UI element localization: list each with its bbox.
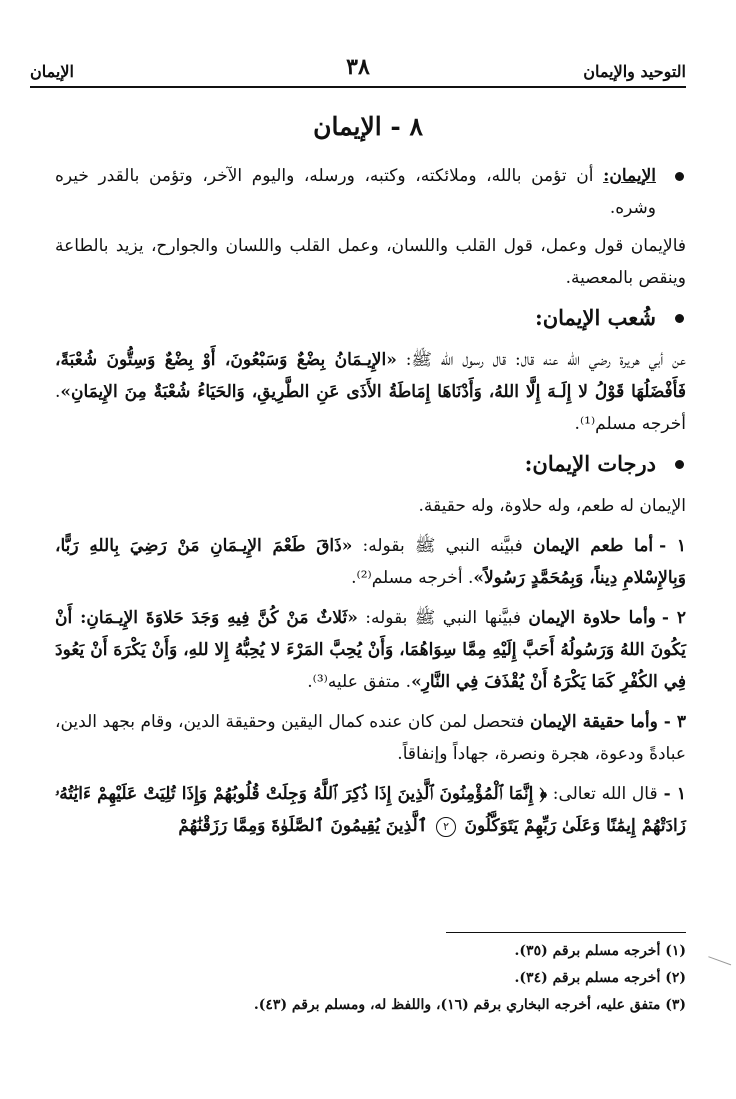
degree-text: فبيَّنه النبي ﷺ بقوله:	[352, 536, 533, 556]
degree-text: فبيَّنها النبي ﷺ بقوله:	[357, 608, 529, 628]
degree-lead: وأما حلاوة الإيمان	[528, 608, 656, 628]
section-title: الإيمان	[30, 62, 74, 81]
degree-source: . أخرجه مسلم⁽²⁾.	[351, 568, 474, 588]
definition-term: الإيمان:	[603, 166, 656, 186]
quran-verse-part2: ٱلَّذِينَ يُقِيمُونَ ٱلصَّلَوٰةَ وَمِمَّا رَزَقْنَٰهُمْ	[178, 816, 428, 836]
degree-item-taste	[55, 530, 686, 594]
degrees-heading	[55, 448, 686, 480]
book-title: التوحيد والإيمان	[583, 62, 686, 81]
degree-lead: أما طعم الإيمان	[532, 536, 654, 556]
definition-text: أن تؤمن بالله، وملائكته، وكتبه، ورسله، واليوم الآخر، وتؤمن بالقدر خيره وشره.	[55, 166, 656, 218]
bullet-icon	[675, 314, 684, 323]
quran-verse-part1: ﴿ إِنَّمَا ٱلْمُؤْمِنُونَ ٱلَّذِينَ إِذَا ذُكِرَ ٱللَّهُ وَجِلَتْ قُلُوبُهُمْ وَإِذَا تُلِيَتْ عَلَيْهِمْ ءَايَٰتُهُۥ زَادَتْهُمْ إِيمَٰنًا وَعَلَىٰ رَبِّهِمْ يَتَوَكَّلُونَ	[55, 784, 686, 836]
degree-number: ٣ -	[663, 712, 686, 732]
degree-number: ٢ -	[661, 608, 687, 628]
footnote-1: (١) أخرجه مسلم برقم (٣٥).	[514, 943, 686, 959]
degree-lead: وأما حقيقة الإيمان	[529, 712, 658, 732]
chapter-title: ٨ - الإيمان	[313, 112, 423, 141]
bullet-icon	[675, 460, 684, 469]
footnotes	[60, 938, 686, 1019]
bullet-icon	[675, 172, 684, 181]
degree-text: فتحصل لمن كان عنده كمال اليقين وحقيقة الدين، وقام بجهد الدين، عبادةً ودعوة، هجرة ونصرة، جهاداً وإنفاقاً.	[55, 712, 686, 764]
running-header	[30, 54, 686, 88]
degrees-intro: الإيمان له طعم، وله حلاوة، وله حقيقة.	[418, 496, 686, 516]
footnote-3: (٣) متفق عليه، أخرجه البخاري برقم (١٦)، واللفظ له، ومسلم برقم (٤٣).	[253, 997, 686, 1013]
degree-hadith: «ذَاقَ طَعْمَ الإِيـمَانِ مَنْ رَضِيَ بِاللهِ رَبًّا، وَبِالإِسْلامِ دِيناً، وَبِمُحَمَّدٍ رَسُولاً»	[55, 536, 686, 588]
quran-intro: قال الله تعالى:	[547, 784, 658, 804]
scan-mark	[705, 956, 731, 975]
branches-intro: عن أبي هريرة رضي الله عنه قال: قال رسول الله ﷺ:	[396, 350, 686, 370]
definition-paragraph	[55, 160, 686, 224]
branches-hadith-paragraph	[55, 344, 686, 440]
ayah-number-icon: ٢	[436, 817, 456, 837]
degrees-heading-text: درجات الإيمان:	[524, 451, 656, 476]
page-number: ٣٨	[346, 54, 370, 80]
branches-heading-text: شُعب الإيمان:	[534, 305, 656, 330]
degree-item-sweetness	[55, 602, 686, 698]
quran-paragraph	[55, 778, 686, 842]
footnote-2: (٢) أخرجه مسلم برقم (٣٤).	[514, 970, 686, 986]
degree-source: . متفق عليه⁽³⁾.	[307, 672, 412, 692]
branches-hadith: «الإِيـمَانُ بِضْعٌ وَسَبْعُونَ، أَوْ بِضْعٌ وَسِتُّونَ شُعْبَةً، فَأَفْضَلُهَا قَوْلُ لا إِلَـهَ إِلَّا اللهُ، وَأَدْنَاهَا إِمَاطَةُ الأَذَى عَنِ الطَّرِيقِ، وَالحَيَاءُ شُعْبَةٌ مِنَ الإِيمَانِ»	[55, 350, 686, 402]
degree-hadith: «ثَلاثٌ مَنْ كُنَّ فِيهِ وَجَدَ حَلاوَةَ الإِيـمَانِ: أَنْ يَكُونَ اللهُ وَرَسُولُهُ أَحَبَّ إِلَيْهِ مِمَّا سِوَاهُمَا، وَأَنْ يُحِبَّ المَرْءَ لا يُحِبُّهُ إِلا للهِ، وَأَنْ يَكْرَهَ أَنْ يَعُودَ فِي الكُفْرِ كَمَا يَكْرَهُ أَنْ يُقْذَفَ فِي النَّارِ»	[55, 608, 686, 692]
branches-source: . أخرجه مسلم⁽¹⁾.	[55, 382, 686, 434]
footnote-divider	[446, 932, 686, 933]
branches-heading	[55, 302, 686, 334]
degree-item-reality	[55, 706, 686, 770]
statement-paragraph: فالإيمان قول وعمل، قول القلب واللسان، وعمل القلب واللسان والجوارح، يزيد بالطاعة وينقص بالمعصية.	[55, 236, 686, 288]
page-body	[55, 160, 686, 850]
degree-number: ١ -	[659, 536, 686, 556]
quran-number: ١ -	[663, 784, 686, 804]
